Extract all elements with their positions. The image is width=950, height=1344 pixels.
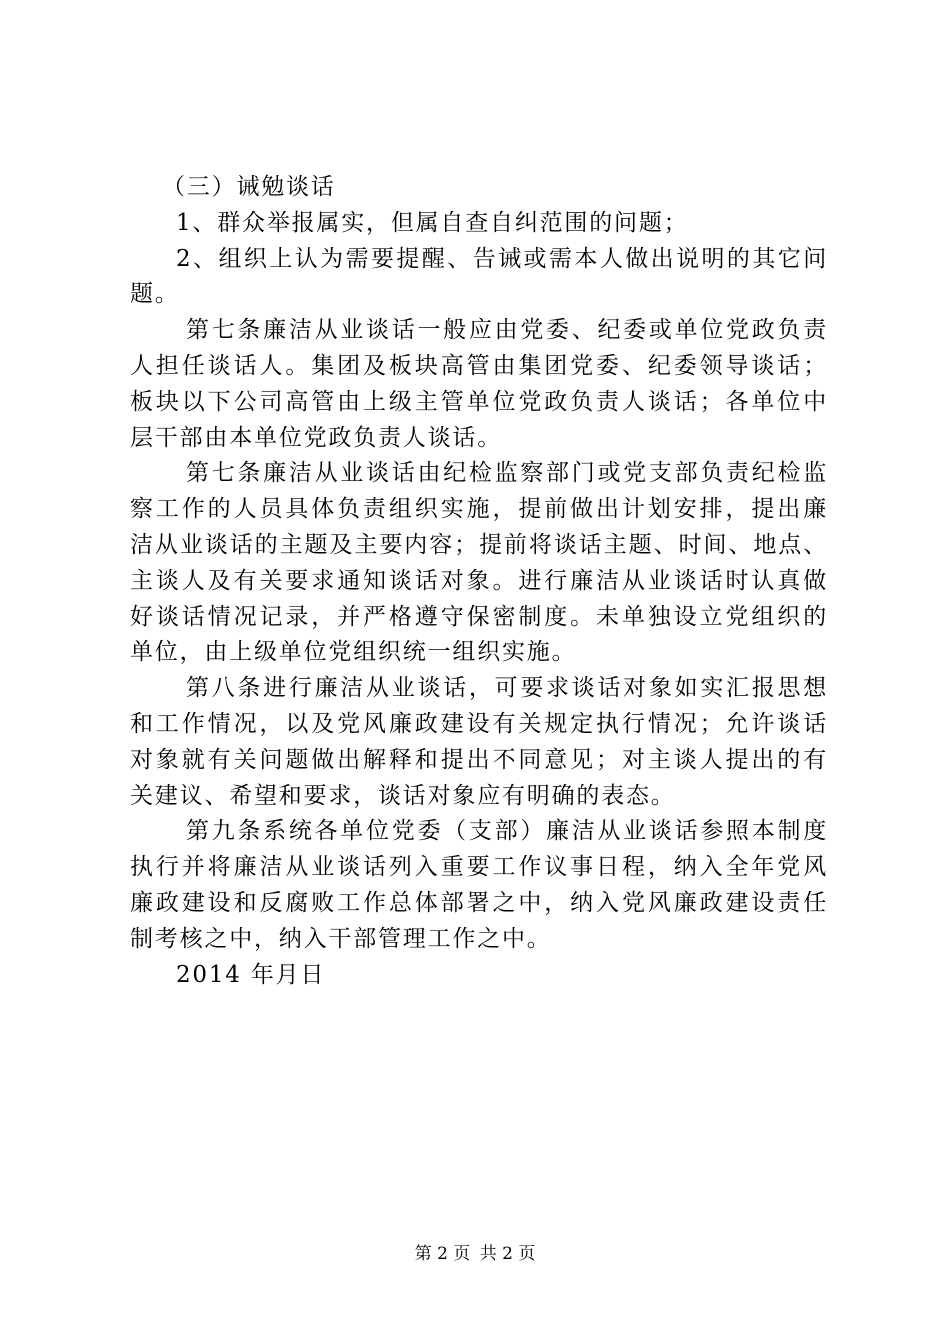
- page-number: 第 2 页: [414, 1244, 471, 1264]
- article-7-line: 板块以下公司高管由上级主管单位党政负责人谈话；各单位中: [130, 388, 828, 415]
- article-7b-line: 第七条廉洁从业谈话由纪检监察部门或党支部负责纪检监: [186, 460, 828, 487]
- article-7b-line: 单位，由上级单位党组织统一组织实施。: [130, 639, 577, 666]
- date-line: 2014 年月日: [176, 961, 326, 988]
- section-heading-admonition-talk: （三）诫勉谈话: [162, 174, 336, 200]
- article-8-line: 关建议、希望和要求，谈话对象应有明确的表态。: [130, 782, 676, 809]
- article-8-line: 对象就有关问题做出解释和提出不同意见；对主谈人提出的有: [130, 746, 828, 773]
- article-8-line: 和工作情况，以及党风廉政建设有关规定执行情况；允许谈话: [130, 710, 828, 737]
- article-7b-line: 好谈话情况记录，并严格遵守保密制度。未单独设立党组织的: [130, 603, 828, 630]
- article-9-line: 执行并将廉洁从业谈话列入重要工作议事日程，纳入全年党风: [130, 854, 828, 881]
- article-7b-line: 洁从业谈话的主题及主要内容；提前将谈话主题、时间、地点、: [130, 531, 828, 558]
- article-7b-line: 察工作的人员具体负责组织实施，提前做出计划安排，提出廉: [130, 496, 828, 523]
- article-7-line: 层干部由本单位党政负责人谈话。: [130, 424, 502, 451]
- article-8-line: 第八条进行廉洁从业谈话，可要求谈话对象如实汇报思想: [186, 675, 828, 702]
- page-footer: [0, 1243, 950, 1265]
- page-total: 共 2 页: [479, 1244, 536, 1264]
- document-body: [130, 170, 828, 993]
- article-9-line: 制考核之中，纳入干部管理工作之中。: [130, 925, 552, 952]
- list-item-2: 2、组织上认为需要提醒、告诫或需本人做出说明的其它问: [176, 245, 828, 272]
- list-item-1: 1、群众举报属实，但属自查自纠范围的问题；: [176, 209, 689, 236]
- list-item-2-continued: 题。: [130, 281, 180, 308]
- article-9-line: 第九条系统各单位党委（支部）廉洁从业谈话参照本制度: [186, 818, 828, 845]
- article-7-line: 人担任谈话人。集团及板块高管由集团党委、纪委领导谈话；: [130, 352, 828, 379]
- article-9-line: 廉政建设和反腐败工作总体部署之中，纳入党风廉政建设责任: [130, 889, 828, 916]
- article-7b-line: 主谈人及有关要求通知谈话对象。进行廉洁从业谈话时认真做: [130, 567, 828, 594]
- article-7-line: 第七条廉洁从业谈话一般应由党委、纪委或单位党政负责: [186, 317, 828, 344]
